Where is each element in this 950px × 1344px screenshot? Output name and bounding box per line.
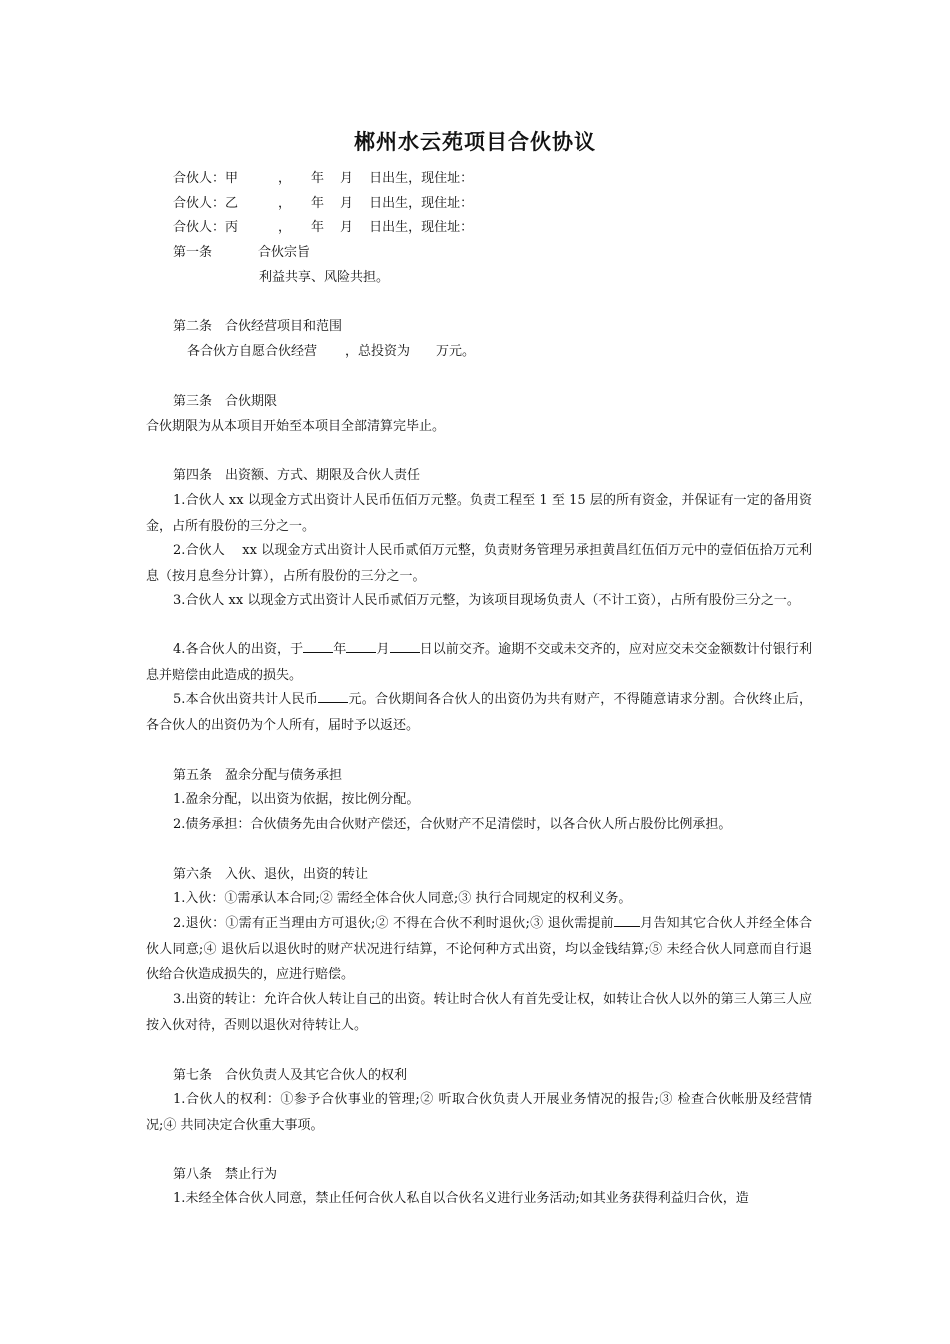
fill-blank (614, 912, 640, 927)
partner-dob: 日出生，现住址： (369, 171, 474, 186)
article-2-heading: 第二条 合伙经营项目和范围 (173, 319, 343, 334)
article-5-clause-1: 1.盈余分配，以出资为依据，按比例分配。 (173, 792, 420, 807)
article-5-clause-2: 2.债务承担：合伙债务先由合伙财产偿还，合伙财产不足清偿时，以各合伙人所占股份比例承担。 (173, 817, 732, 832)
article-8-clause-1: 1.未经全体合伙人同意，禁止任何合伙人私自以合伙名义进行业务活动;如其业务获得利益归合伙，造 (173, 1191, 749, 1206)
article-4-clause-5 (146, 687, 812, 738)
partner-year: 年 (311, 220, 325, 235)
partner-label: 合伙人：丙 (173, 220, 239, 235)
partner-line-c (173, 219, 839, 237)
article-6-clause-1: 1.入伙：①需承认本合同;② 需经全体合伙人同意;③ 执行合同规定的权利义务。 (173, 891, 632, 906)
article-4-clause-2: 2.合伙人 xx 以现金方式出资计人民币贰佰万元整，负责财务管理另承担黄昌红伍佰万元中的壹佰伍拾万元利息（按月息叁分计算），占所有股份的三分之一。 (146, 543, 812, 584)
article-4-clause-3: 3.合伙人 xx 以现金方式出资计人民币贰佰万元整，为该项目现场负责人（不计工资），占所有股份三分之一。 (173, 593, 800, 608)
text-segment: 各合伙方自愿合伙经营 (187, 344, 318, 359)
partner-sep: ， (278, 220, 292, 235)
partner-label: 合伙人：甲 (173, 171, 239, 186)
partner-dob: 日出生，现住址： (369, 220, 474, 235)
article-title: 合伙宗旨 (258, 245, 311, 260)
article-8-heading: 第八条 禁止行为 (173, 1167, 278, 1182)
article-3-heading: 第三条 合伙期限 (173, 394, 278, 409)
partner-month: 月 (340, 220, 354, 235)
partner-year: 年 (311, 196, 325, 211)
text-segment: 元。合伙期间各合伙人的出资仍为共有财产，不得随意请求分割。合伙终止后，各合伙人的出资仍为个人所有，届时予以返还。 (146, 692, 812, 733)
article-4-heading: 第四条 出资额、方式、期限及合伙人责任 (173, 468, 421, 483)
fill-blank (303, 638, 333, 653)
partner-label: 合伙人：乙 (173, 196, 239, 211)
article-7-clause-1: 1.合伙人的权利：①参予合伙事业的管理;② 听取合伙负责人开展业务情况的报告;③ 检查合伙帐册及经营情况;④ 共同决定合伙重大事项。 (146, 1092, 812, 1133)
fill-blank (346, 638, 376, 653)
article-3-body: 合伙期限为从本项目开始至本项目全部清算完毕止。 (146, 419, 446, 434)
text-segment: 年 (333, 642, 347, 657)
text-segment: 5.本合伙出资共计人民币 (173, 692, 319, 707)
text-segment: 月告知其它合伙人并经全体合伙人同意;④ 退伙后以退伙时的财产状况进行结算，不论何种方式出资，均以金钱结算;⑤ 未经合伙人同意而自行退伙给合伙造成损失的，应进行赔偿。 (146, 916, 812, 982)
text-segment: 月 (376, 642, 390, 657)
document-title: 郴州水云苑项目合伙协议 (354, 130, 596, 154)
text-segment: 日以前交齐。逾期不交或未交齐的，应对应交未交金额数计付银行利息并赔偿由此造成的损失。 (146, 642, 812, 683)
article-6-clause-3: 3.出资的转让：允许合伙人转让自己的出资。转让时合伙人有首先受让权，如转让合伙人以外的第三人第三人应按入伙对待，否则以退伙对待转让人。 (146, 992, 812, 1033)
partner-month: 月 (340, 171, 354, 186)
partner-line-a (173, 170, 839, 188)
article-2-body (187, 343, 853, 361)
text-segment: 2.退伙：①需有正当理由方可退伙;② 不得在合伙不利时退伙;③ 退伙需提前 (173, 916, 614, 931)
article-4-clause-4 (146, 637, 812, 688)
text-segment: 4.各合伙人的出资，于 (173, 642, 304, 657)
fill-blank (318, 688, 348, 703)
partner-year: 年 (311, 171, 325, 186)
article-7-heading: 第七条 合伙负责人及其它合伙人的权利 (173, 1068, 408, 1083)
article-5-heading: 第五条 盈余分配与债务承担 (173, 768, 343, 783)
fill-blank (390, 638, 420, 653)
partner-dob: 日出生，现住址： (369, 196, 474, 211)
text-segment: 万元。 (436, 344, 476, 359)
article-6-clause-2 (146, 911, 812, 988)
article-6-heading: 第六条 入伙、退伙，出资的转让 (173, 867, 369, 882)
text-segment: ，总投资为 (345, 344, 411, 359)
article-1-body: 利益共享、风险共担。 (259, 270, 390, 285)
article-number: 第一条 (173, 245, 213, 260)
article-1-heading (173, 244, 839, 262)
partner-month: 月 (340, 196, 354, 211)
article-4-clause-1: 1.合伙人 xx 以现金方式出资计人民币伍佰万元整。负责工程至 1 至 15 层的所有资金，并保证有一定的备用资金，占所有股份的三分之一。 (146, 493, 812, 534)
partner-line-b (173, 195, 839, 213)
partner-sep: ， (278, 171, 292, 186)
partner-sep: ， (278, 196, 292, 211)
